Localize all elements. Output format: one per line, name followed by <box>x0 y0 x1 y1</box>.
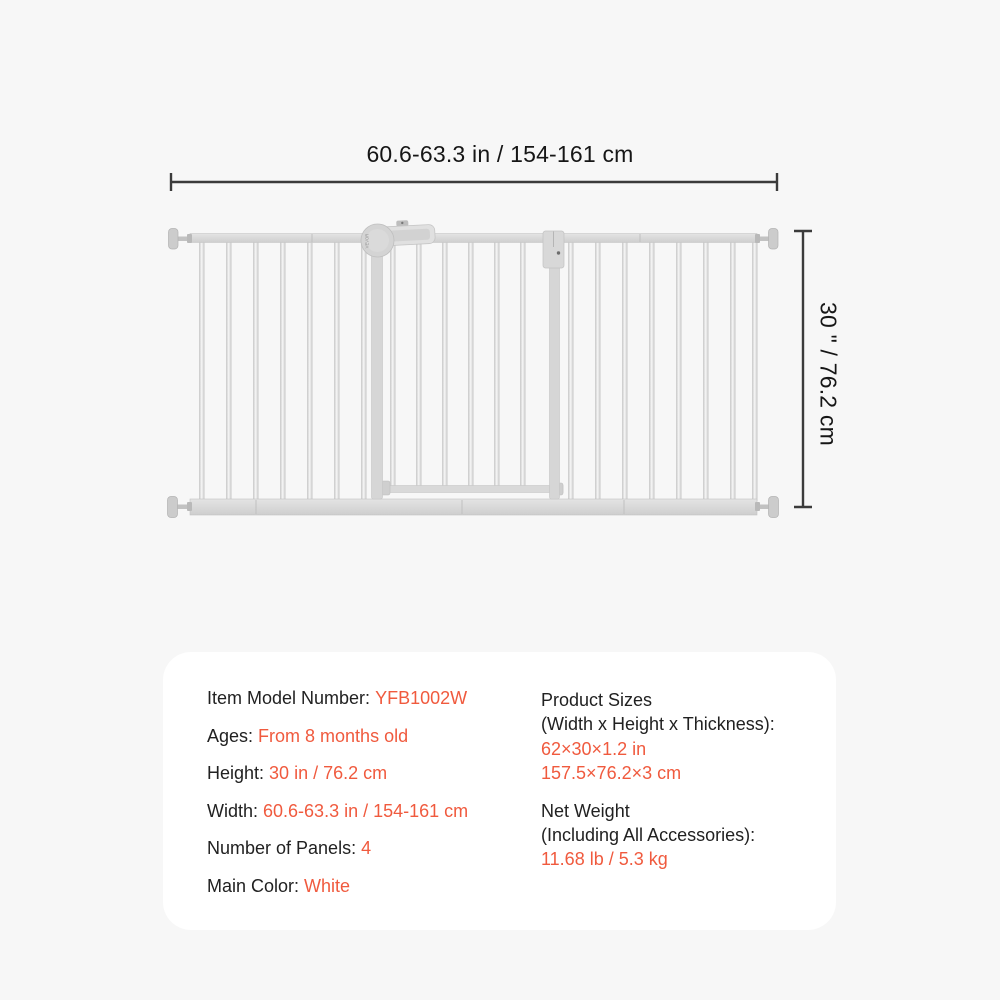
latch-handle <box>361 219 435 257</box>
spec-row-width <box>207 801 468 821</box>
wall-mount-top-right <box>755 229 778 250</box>
spec-row-model <box>207 688 468 708</box>
spec-row-panels <box>207 838 468 858</box>
spec-value: 11.68 lb / 5.3 kg <box>541 849 668 870</box>
gate-top-rail <box>190 234 757 243</box>
gate-bottom-rail <box>190 499 757 515</box>
gate-bars-right-panel <box>568 239 758 501</box>
latch-receiver <box>543 231 564 268</box>
spec-label: Item Model Number: <box>207 688 371 708</box>
spec-label: Number of Panels: <box>207 838 357 859</box>
spec-value: YFB1002W <box>375 688 468 708</box>
spec-card-right-column <box>541 688 775 885</box>
wall-mount-bottom-right <box>755 497 779 518</box>
door-post-right <box>550 232 560 499</box>
door-bottom-bar <box>377 486 563 493</box>
spec-row-height <box>207 763 468 783</box>
spec-label: Product Sizes <box>541 690 653 710</box>
door-post-left <box>372 230 383 499</box>
gate-bars-door-panel <box>390 239 526 489</box>
spec-block-net-weight <box>541 799 775 872</box>
spec-value: From 8 months old <box>258 725 409 746</box>
height-dimension-label: 30 " / 76.2 cm <box>815 302 842 446</box>
wall-mount-bottom-left <box>168 497 193 518</box>
width-dimension-label: 60.6-63.3 in / 154-161 cm <box>366 141 634 167</box>
brand-label: VEVOR <box>364 233 370 249</box>
spec-value: 60.6-63.3 in / 154-161 cm <box>263 800 469 821</box>
spec-row-color <box>207 876 468 896</box>
wall-mount-top-left <box>169 229 193 250</box>
spec-value: 4 <box>361 838 372 859</box>
spec-label: (Including All Accessories): <box>541 825 756 846</box>
spec-label: (Width x Height x Thickness): <box>541 714 775 735</box>
spec-label: Net Weight <box>541 800 630 821</box>
spec-label: Ages: <box>207 725 254 746</box>
spec-value: White <box>304 875 351 896</box>
spec-value: 62×30×1.2 in <box>541 738 647 759</box>
spec-value: 30 in / 76.2 cm <box>269 763 388 784</box>
spec-card <box>163 652 836 930</box>
spec-card-left-column <box>207 688 468 914</box>
spec-label: Main Color: <box>207 875 300 896</box>
height-dimension-line <box>794 231 812 507</box>
spec-block-product-sizes <box>541 688 775 786</box>
spec-row-ages <box>207 726 468 746</box>
width-dimension-line <box>171 173 777 191</box>
spec-label: Width: <box>207 800 259 821</box>
rail-joints <box>256 234 640 514</box>
gate-bars-left-panel <box>199 239 367 501</box>
spec-label: Height: <box>207 763 265 784</box>
spec-value: 157.5×76.2×3 cm <box>541 763 682 784</box>
